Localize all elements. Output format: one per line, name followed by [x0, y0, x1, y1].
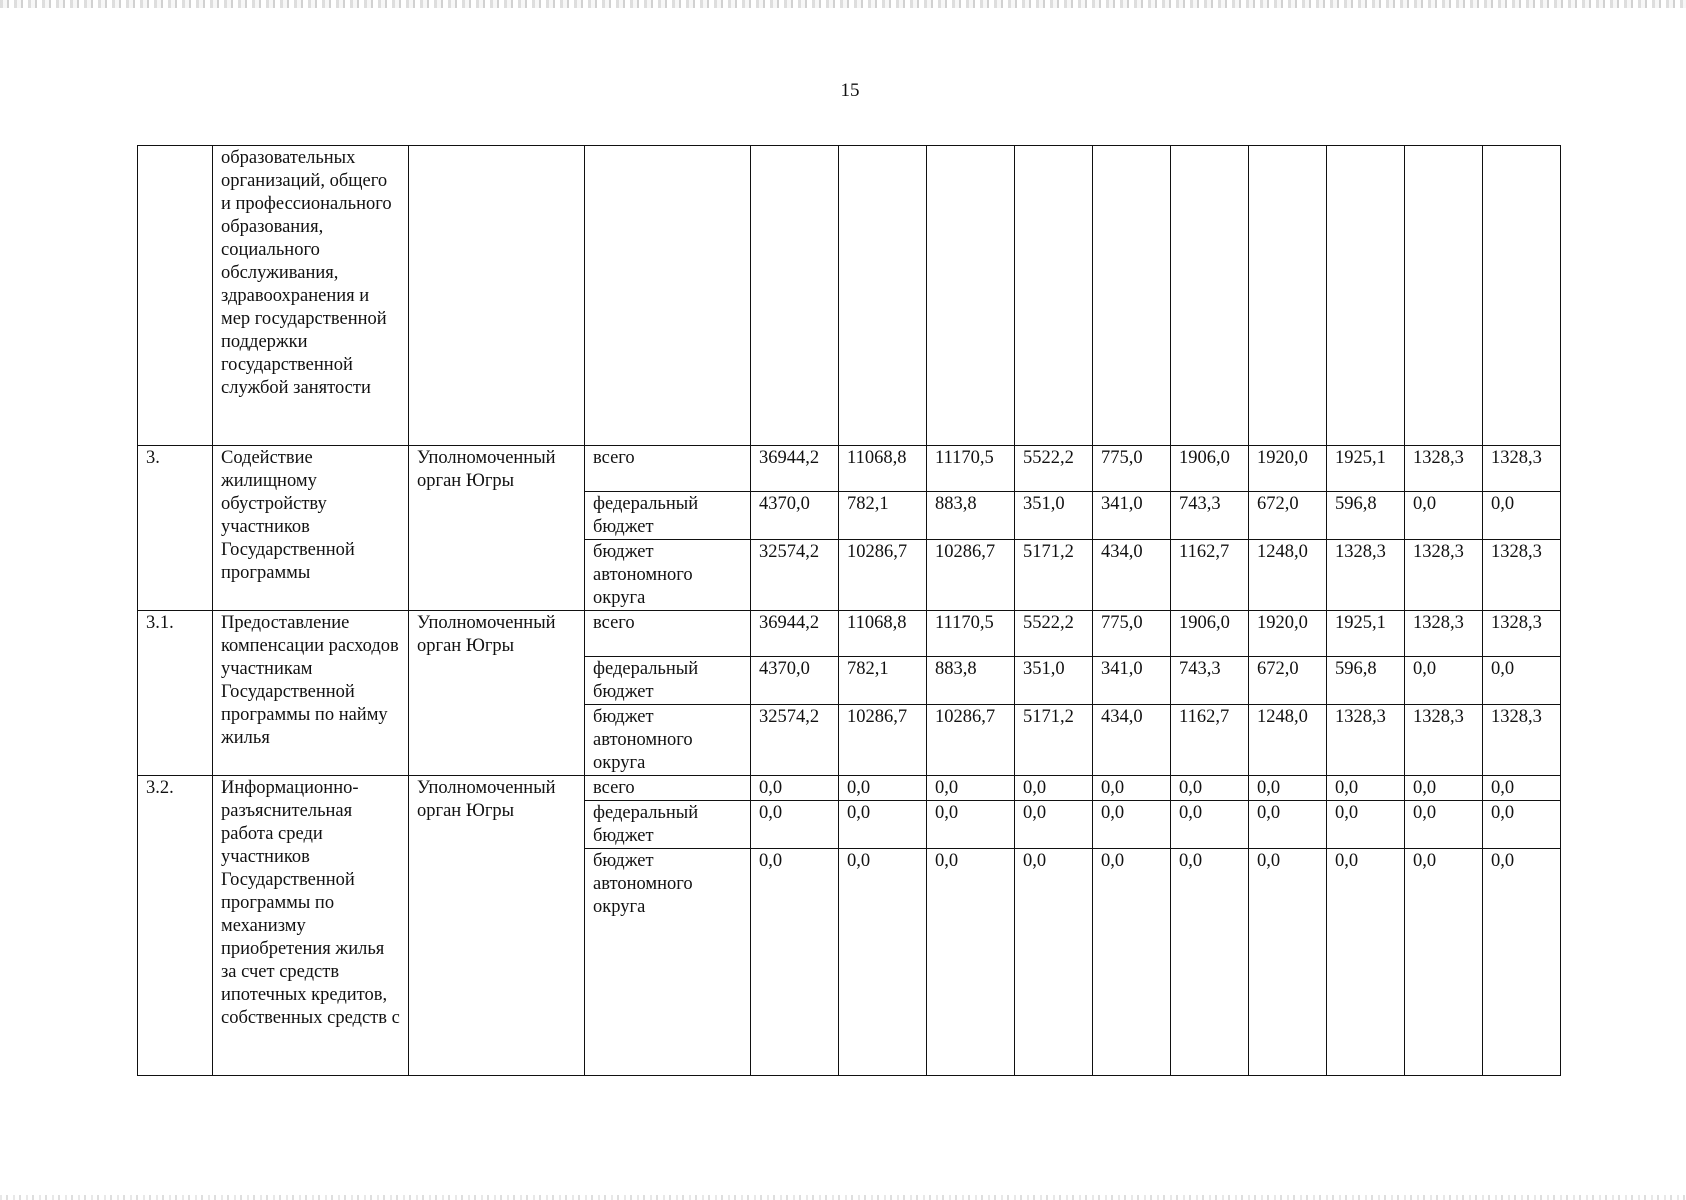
value-cell: 5171,2	[1015, 540, 1093, 611]
value-cell: 0,0	[751, 849, 839, 1076]
value-cell	[1249, 146, 1327, 446]
value-cell: 0,0	[839, 801, 927, 849]
page-number: 15	[840, 80, 860, 101]
value-cell: 10286,7	[927, 540, 1015, 611]
value-cell: 36944,2	[751, 611, 839, 657]
value-cell: 0,0	[1093, 801, 1171, 849]
value-cell: 1248,0	[1249, 540, 1327, 611]
value-cell: 1925,1	[1327, 446, 1405, 492]
activity-name-cell: Предоставление компенсации расходов участникам Государственной программы по найму жилья	[213, 611, 409, 776]
table-row	[138, 446, 1561, 492]
value-cell: 1925,1	[1327, 611, 1405, 657]
scan-edge-top	[0, 0, 1686, 8]
value-cell: 0,0	[1015, 776, 1093, 801]
value-cell: 0,0	[1249, 801, 1327, 849]
value-cell: 1906,0	[1171, 446, 1249, 492]
value-cell: 743,3	[1171, 492, 1249, 540]
executor-cell: Уполномоченный орган Югры	[409, 446, 585, 611]
row-number-cell: 3.1.	[138, 611, 213, 776]
value-cell: 883,8	[927, 492, 1015, 540]
value-cell: 1328,3	[1405, 446, 1483, 492]
value-cell: 36944,2	[751, 446, 839, 492]
value-cell: 5522,2	[1015, 446, 1093, 492]
executor-cell: Уполномоченный орган Югры	[409, 611, 585, 776]
value-cell: 10286,7	[927, 705, 1015, 776]
value-cell: 1248,0	[1249, 705, 1327, 776]
value-cell: 1328,3	[1327, 540, 1405, 611]
value-cell: 782,1	[839, 492, 927, 540]
executor-cell	[409, 146, 585, 446]
value-cell	[1483, 146, 1561, 446]
value-cell: 1162,7	[1171, 705, 1249, 776]
value-cell: 0,0	[927, 801, 1015, 849]
value-cell: 1328,3	[1327, 705, 1405, 776]
row-number-cell	[138, 146, 213, 446]
value-cell: 1162,7	[1171, 540, 1249, 611]
value-cell: 0,0	[1405, 492, 1483, 540]
funding-source-cell: всего	[585, 611, 751, 657]
value-cell: 0,0	[1093, 849, 1171, 1076]
value-cell: 0,0	[1093, 776, 1171, 801]
table-row-continuation	[138, 146, 1561, 446]
value-cell: 32574,2	[751, 705, 839, 776]
value-cell: 672,0	[1249, 492, 1327, 540]
value-cell: 10286,7	[839, 705, 927, 776]
value-cell: 1328,3	[1405, 705, 1483, 776]
value-cell: 0,0	[1483, 492, 1561, 540]
value-cell: 0,0	[1327, 776, 1405, 801]
value-cell: 1328,3	[1483, 705, 1561, 776]
value-cell: 0,0	[1483, 849, 1561, 1076]
value-cell	[1327, 146, 1405, 446]
funding-source-cell: всего	[585, 776, 751, 801]
value-cell: 596,8	[1327, 657, 1405, 705]
value-cell: 4370,0	[751, 657, 839, 705]
value-cell: 32574,2	[751, 540, 839, 611]
value-cell	[1015, 146, 1093, 446]
value-cell: 1328,3	[1483, 611, 1561, 657]
value-cell: 4370,0	[751, 492, 839, 540]
value-cell: 434,0	[1093, 705, 1171, 776]
value-cell	[751, 146, 839, 446]
value-cell: 0,0	[1327, 801, 1405, 849]
value-cell: 0,0	[1327, 849, 1405, 1076]
value-cell: 0,0	[1405, 657, 1483, 705]
value-cell: 0,0	[1405, 849, 1483, 1076]
value-cell: 0,0	[1249, 849, 1327, 1076]
value-cell: 0,0	[839, 776, 927, 801]
row-number-cell: 3.	[138, 446, 213, 611]
funding-source-cell: бюджет автономного округа	[585, 849, 751, 1076]
table-body	[138, 146, 1561, 1076]
value-cell: 0,0	[927, 776, 1015, 801]
funding-source-cell: всего	[585, 446, 751, 492]
value-cell: 1328,3	[1483, 540, 1561, 611]
value-cell: 1328,3	[1483, 446, 1561, 492]
value-cell: 10286,7	[839, 540, 927, 611]
value-cell: 0,0	[1483, 657, 1561, 705]
value-cell: 0,0	[1171, 801, 1249, 849]
activity-name-cell: Информационно-разъяснительная работа среди участников Государственной программы по механизму приобретения жилья за счет средств ипотечных кредитов, собственных средств с	[213, 776, 409, 1076]
activity-name-cell: Содействие жилищному обустройству участников Государственной программы	[213, 446, 409, 611]
funding-source-cell: бюджет автономного округа	[585, 540, 751, 611]
value-cell: 0,0	[1405, 801, 1483, 849]
value-cell: 11068,8	[839, 446, 927, 492]
value-cell: 5522,2	[1015, 611, 1093, 657]
budget-table	[137, 145, 1561, 1076]
value-cell: 11068,8	[839, 611, 927, 657]
source-cell	[585, 146, 751, 446]
value-cell: 743,3	[1171, 657, 1249, 705]
value-cell: 0,0	[927, 849, 1015, 1076]
value-cell: 1906,0	[1171, 611, 1249, 657]
value-cell: 1920,0	[1249, 446, 1327, 492]
value-cell: 11170,5	[927, 446, 1015, 492]
value-cell: 775,0	[1093, 446, 1171, 492]
value-cell: 1920,0	[1249, 611, 1327, 657]
value-cell: 11170,5	[927, 611, 1015, 657]
value-cell: 0,0	[1249, 776, 1327, 801]
value-cell: 0,0	[1483, 776, 1561, 801]
funding-source-cell: бюджет автономного округа	[585, 705, 751, 776]
value-cell: 0,0	[751, 801, 839, 849]
value-cell	[1171, 146, 1249, 446]
value-cell: 0,0	[1015, 849, 1093, 1076]
value-cell: 341,0	[1093, 492, 1171, 540]
table-row	[138, 776, 1561, 801]
value-cell: 0,0	[1405, 776, 1483, 801]
value-cell: 1328,3	[1405, 540, 1483, 611]
value-cell: 351,0	[1015, 657, 1093, 705]
value-cell: 0,0	[751, 776, 839, 801]
value-cell: 775,0	[1093, 611, 1171, 657]
value-cell: 0,0	[839, 849, 927, 1076]
value-cell: 672,0	[1249, 657, 1327, 705]
value-cell: 341,0	[1093, 657, 1171, 705]
value-cell: 782,1	[839, 657, 927, 705]
funding-source-cell: федеральный бюджет	[585, 492, 751, 540]
value-cell: 0,0	[1171, 849, 1249, 1076]
activity-name-cell: образовательных организаций, общего и профессионального образования, социального обслуживания, здравоохранения и мер государственной поддержки государственной службой занятости	[213, 146, 409, 446]
value-cell	[1405, 146, 1483, 446]
value-cell: 0,0	[1171, 776, 1249, 801]
row-number-cell: 3.2.	[138, 776, 213, 1076]
value-cell	[1093, 146, 1171, 446]
value-cell: 0,0	[1483, 801, 1561, 849]
value-cell: 351,0	[1015, 492, 1093, 540]
table-row	[138, 611, 1561, 657]
funding-source-cell: федеральный бюджет	[585, 657, 751, 705]
value-cell	[927, 146, 1015, 446]
funding-source-cell: федеральный бюджет	[585, 801, 751, 849]
value-cell: 1328,3	[1405, 611, 1483, 657]
value-cell: 596,8	[1327, 492, 1405, 540]
executor-cell: Уполномоченный орган Югры	[409, 776, 585, 1076]
scan-edge-bottom	[0, 1195, 1686, 1200]
value-cell: 434,0	[1093, 540, 1171, 611]
value-cell: 0,0	[1015, 801, 1093, 849]
value-cell: 5171,2	[1015, 705, 1093, 776]
value-cell: 883,8	[927, 657, 1015, 705]
value-cell	[839, 146, 927, 446]
